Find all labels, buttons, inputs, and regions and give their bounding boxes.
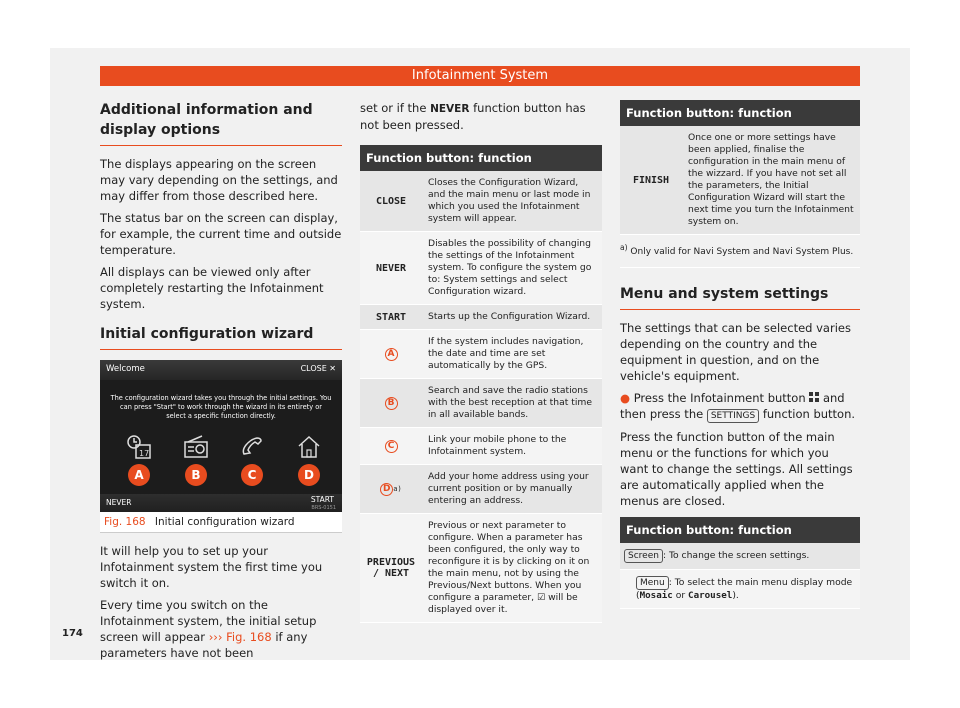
badge-c: C (241, 464, 263, 486)
paragraph: All displays can be viewed only after completely restarting the Infotainment system. (100, 265, 324, 311)
table-row (360, 171, 602, 232)
table-row (360, 465, 602, 514)
column-right (620, 100, 860, 609)
footnote-mark: a) (620, 243, 628, 252)
table-row (360, 305, 602, 330)
badge-b: B (185, 464, 207, 486)
section-heading-menu-settings: Menu and system settings (620, 284, 860, 310)
table-row (620, 126, 860, 235)
paragraph-text: function button has not been pressed. (360, 101, 586, 132)
table-header: Function button: function (360, 145, 602, 171)
svg-text:17: 17 (139, 449, 150, 458)
table-row (360, 379, 602, 428)
infotainment-grid-icon (809, 391, 823, 405)
paragraph-text: function button. (762, 407, 856, 421)
circled-c: C (385, 440, 398, 453)
table-body (360, 171, 602, 623)
paragraph: The status bar on the screen can display, for example, the current time and outside temperature. (100, 211, 342, 257)
circled-d: D (380, 483, 393, 496)
footnote-ref: a) (393, 485, 402, 493)
row-text: Previous or next parameter to configure. When a parameter has been configured, the only way to reconfigure it is by clicking on it on the main menu, not by using the Previous/Next buttons. When you configure a parameter, ☑ will be displayed over it. (428, 520, 590, 615)
paragraph-text: Press the Infotainment button (633, 391, 806, 405)
figure-welcome-title: Welcome (106, 364, 145, 374)
circled-b: B (385, 397, 398, 410)
table-row (620, 543, 860, 570)
row-text: Search and save the radio stations with the best reception at that time in all available bands. (428, 385, 592, 420)
phone-icon (238, 434, 266, 460)
row-key: CLOSE (375, 195, 407, 207)
bullet-icon: ● (620, 391, 631, 405)
row-text-part: or (675, 590, 686, 601)
row-key (360, 379, 422, 427)
radio-icon (182, 434, 210, 460)
row-text: Once one or more settings have been applied, finalise the configuration in the main menu of the wizzard. If you have not set all the parameters, the Initial Configuration Wizard will start the next time you turn the Infotainment system on. (688, 132, 854, 227)
paragraph-text: Every time you switch on the Infotainment system, the initial setup screen will appear (100, 598, 317, 644)
row-text-part: ). (732, 590, 739, 601)
finish-table (620, 100, 860, 235)
row-text-part: : To change the screen settings. (662, 550, 810, 561)
column-middle (360, 100, 602, 623)
column-left (100, 100, 342, 667)
mosaic-option: Mosaic (639, 590, 673, 601)
footnote (620, 235, 860, 268)
home-icon (295, 434, 323, 460)
paragraph: It will help you to set up your Infotainment system the first time you switch it on. (100, 544, 323, 590)
paragraph-text: set or if the (360, 101, 427, 115)
row-key: PREVIOUS / NEXT (366, 557, 416, 579)
figure-label: Fig. 168 (104, 516, 146, 528)
paragraph (620, 390, 860, 423)
row-key (360, 330, 422, 378)
table-row (360, 514, 602, 623)
paragraph (100, 597, 342, 661)
circled-a: A (385, 348, 398, 361)
section-heading-wizard: Initial configuration wizard (100, 324, 342, 350)
figure-caption-text: Initial configuration wizard (154, 516, 295, 528)
row-key: START (375, 311, 407, 323)
paragraph: The displays appearing on the screen may vary depending on the settings, and may differ from those described here. (100, 157, 338, 203)
paragraph (360, 100, 602, 133)
row-text: Starts up the Configuration Wizard. (428, 311, 591, 322)
paragraph: The settings that can be selected varies depending on the country and the equipment in question, and on the vehicle's equipment. (620, 321, 851, 383)
badge-d: D (298, 464, 320, 486)
row-text: If the system includes navigation, the date and time are set automatically by the GPS. (428, 336, 584, 371)
footnote-text: Only valid for Navi System and Navi System Plus. (630, 247, 854, 257)
badge-a: A (128, 464, 150, 486)
paragraph-text: if any parameters have not been (100, 630, 308, 660)
carousel-option: Carousel (688, 590, 733, 601)
settings-table (620, 517, 860, 609)
wizard-screen-figure (100, 360, 342, 512)
settings-button[interactable]: SETTINGS (707, 409, 759, 423)
table-header: Function button: function (620, 517, 860, 543)
section-heading-additional-info: Additional information and display options (100, 100, 342, 146)
figure-start-button: START (310, 495, 334, 504)
clock-calendar-icon (125, 434, 153, 460)
row-text-part: : To select the main menu display mode ( (636, 577, 853, 601)
row-text: Closes the Configuration Wizard, and the main menu or last mode in which you used the Infotainment system will appear. (428, 177, 591, 224)
figure-bottom-bar (100, 494, 342, 512)
row-text (620, 570, 860, 608)
menu-button[interactable]: Menu (636, 576, 669, 590)
figure-never-button: NEVER (106, 498, 132, 507)
row-text: Add your home address using your current position or by manually entering an address. (428, 471, 589, 506)
page-header: Infotainment System (100, 66, 860, 86)
paragraph: Press the function button of the main menu or the functions for which you want to change the settings. All settings are automatically applied when the menus are closed. (620, 430, 853, 508)
screen-button[interactable]: Screen (624, 549, 663, 563)
paragraph-text: and then press the (620, 391, 845, 421)
row-key (360, 465, 422, 513)
table-row (360, 330, 602, 379)
row-key: NEVER (375, 262, 407, 274)
table-row (360, 232, 602, 305)
row-text: Disables the possibility of changing the settings of the Infotainment system. To configure the system go to: System settings and select Configuration wizard. (428, 238, 592, 297)
figure-instruction-text: The configuration wizard takes you through the initial settings. You can press "Start" to work through the wizard in its entirety or select a specific function directly. (110, 394, 332, 420)
figure-reference-link[interactable]: ››› Fig. 168 (208, 630, 272, 644)
row-text: Link your mobile phone to the Infotainment system. (428, 434, 567, 457)
table-row (620, 570, 860, 609)
function-table (360, 145, 602, 623)
table-row (360, 428, 602, 465)
figure-caption (100, 512, 342, 533)
figure-code: BRS-0151 (311, 505, 336, 511)
row-text (620, 543, 860, 569)
never-key: NEVER (430, 103, 470, 115)
row-key (360, 428, 422, 464)
table-header: Function button: function (620, 100, 860, 126)
figure-close-button: CLOSE ✕ (300, 364, 336, 373)
page-number: 174 (62, 628, 83, 639)
row-key: FINISH (632, 174, 670, 186)
